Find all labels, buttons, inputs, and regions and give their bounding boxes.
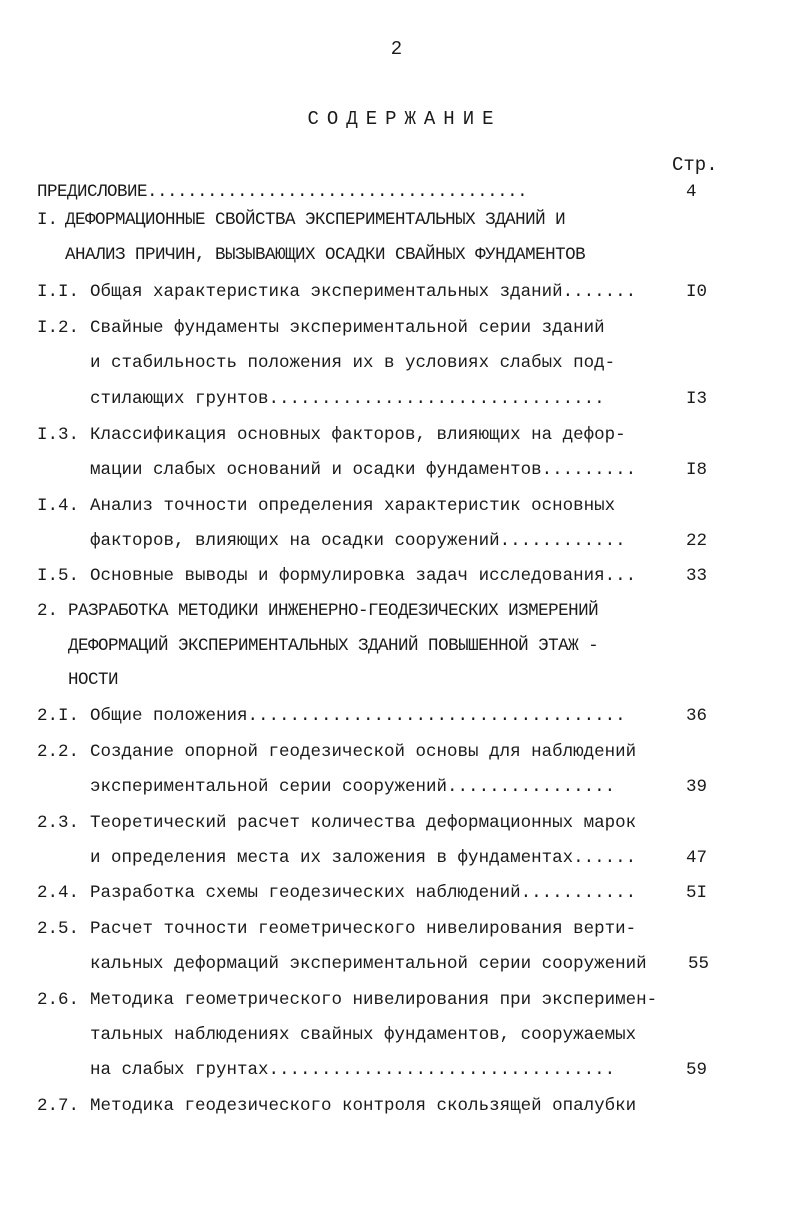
toc-number: I.3. (37, 425, 80, 445)
toc-page: 4 (686, 182, 697, 202)
toc-line: на слабых грунтах................................. (90, 1060, 616, 1080)
toc-number: I.5. (37, 566, 80, 586)
toc-number: I.I. (37, 282, 80, 302)
toc-line: Основные выводы и формулировка задач исследования... (90, 566, 637, 586)
toc-line: ДЕФОРМАЦИЙ ЭКСПЕРИМЕНТАЛЬНЫХ ЗДАНИЙ ПОВЫШЕННОЙ ЭТАЖ - (68, 636, 599, 656)
toc-number: I. (37, 210, 59, 230)
toc-line: Разработка схемы геодезических наблюдений........... (90, 883, 637, 903)
toc-line: Расчет точности геометрического нивелирования верти- (90, 919, 637, 939)
toc-number: 2. (37, 601, 59, 621)
toc-page: 36 (686, 706, 708, 726)
toc-line: Анализ точности определения характеристик основных (90, 496, 616, 516)
toc-line: АНАЛИЗ ПРИЧИН, ВЫЗЫВАЮЩИХ ОСАДКИ СВАЙНЫХ ФУНДАМЕНТОВ (65, 245, 586, 265)
toc-number: I.2. (37, 318, 80, 338)
page-column-label: Стр. (672, 154, 718, 176)
toc-line: и стабильность положения их в условиях слабых под- (90, 353, 616, 373)
page-title: СОДЕРЖАНИЕ (307, 108, 502, 130)
toc-number: 2.5. (37, 919, 80, 939)
toc-line: и определения места их заложения в фундаментах...... (90, 848, 637, 868)
toc-line: мации слабых оснований и осадки фундаментов......... (90, 460, 637, 480)
toc-line: ПРЕДИСЛОВИЕ...................................... (37, 182, 528, 202)
toc-page: 59 (686, 1060, 708, 1080)
toc-line: Свайные фундаменты экспериментальной серии зданий (90, 318, 605, 338)
toc-line: кальных деформаций экспериментальной серии сооружений (90, 954, 647, 974)
toc-number: 2.3. (37, 813, 80, 833)
toc-line: факторов, влияющих на осадки сооружений............ (90, 531, 626, 551)
toc-page: 5I (686, 883, 708, 903)
toc-page: 33 (686, 566, 708, 586)
toc-line: Классификация основных факторов, влияющих на дефор- (90, 425, 626, 445)
toc-line: НОСТИ (68, 670, 119, 690)
toc-number: 2.2. (37, 742, 80, 762)
toc-number: 2.4. (37, 883, 80, 903)
toc-line: тальных наблюдениях свайных фундаментов, сооружаемых (90, 1025, 637, 1045)
toc-line: Общие положения.................................... (90, 706, 626, 726)
toc-page: 22 (686, 531, 708, 551)
toc-page: I8 (686, 460, 708, 480)
toc-line: ДЕФОРМАЦИОННЫЕ СВОЙСТВА ЭКСПЕРИМЕНТАЛЬНЫХ ЗДАНИЙ И (65, 210, 566, 230)
toc-line: Теоретический расчет количества деформационных марок (90, 813, 637, 833)
toc-line: Методика геодезического контроля скользящей опалубки (90, 1096, 637, 1116)
toc-number: I.4. (37, 496, 80, 516)
toc-line: экспериментальной серии сооружений................ (90, 777, 616, 797)
toc-line: Общая характеристика экспериментальных зданий....... (90, 282, 637, 302)
page-number: 2 (390, 38, 403, 60)
toc-page: I3 (686, 389, 708, 409)
toc-page: I0 (686, 282, 708, 302)
toc-line: Создание опорной геодезической основы для наблюдений (90, 742, 637, 762)
toc-line: Методика геометрического нивелирования при эксперимен- (90, 990, 658, 1010)
toc-page: 39 (686, 777, 708, 797)
toc-number: 2.I. (37, 706, 80, 726)
toc-line: РАЗРАБОТКА МЕТОДИКИ ИНЖЕНЕРНО-ГЕОДЕЗИЧЕСКИХ ИЗМЕРЕНИЙ (68, 601, 599, 621)
toc-line: стилающих грунтов................................ (90, 389, 605, 409)
toc-number: 2.7. (37, 1096, 80, 1116)
toc-page: 47 (686, 848, 708, 868)
toc-number: 2.6. (37, 990, 80, 1010)
toc-page: 55 (688, 954, 710, 974)
